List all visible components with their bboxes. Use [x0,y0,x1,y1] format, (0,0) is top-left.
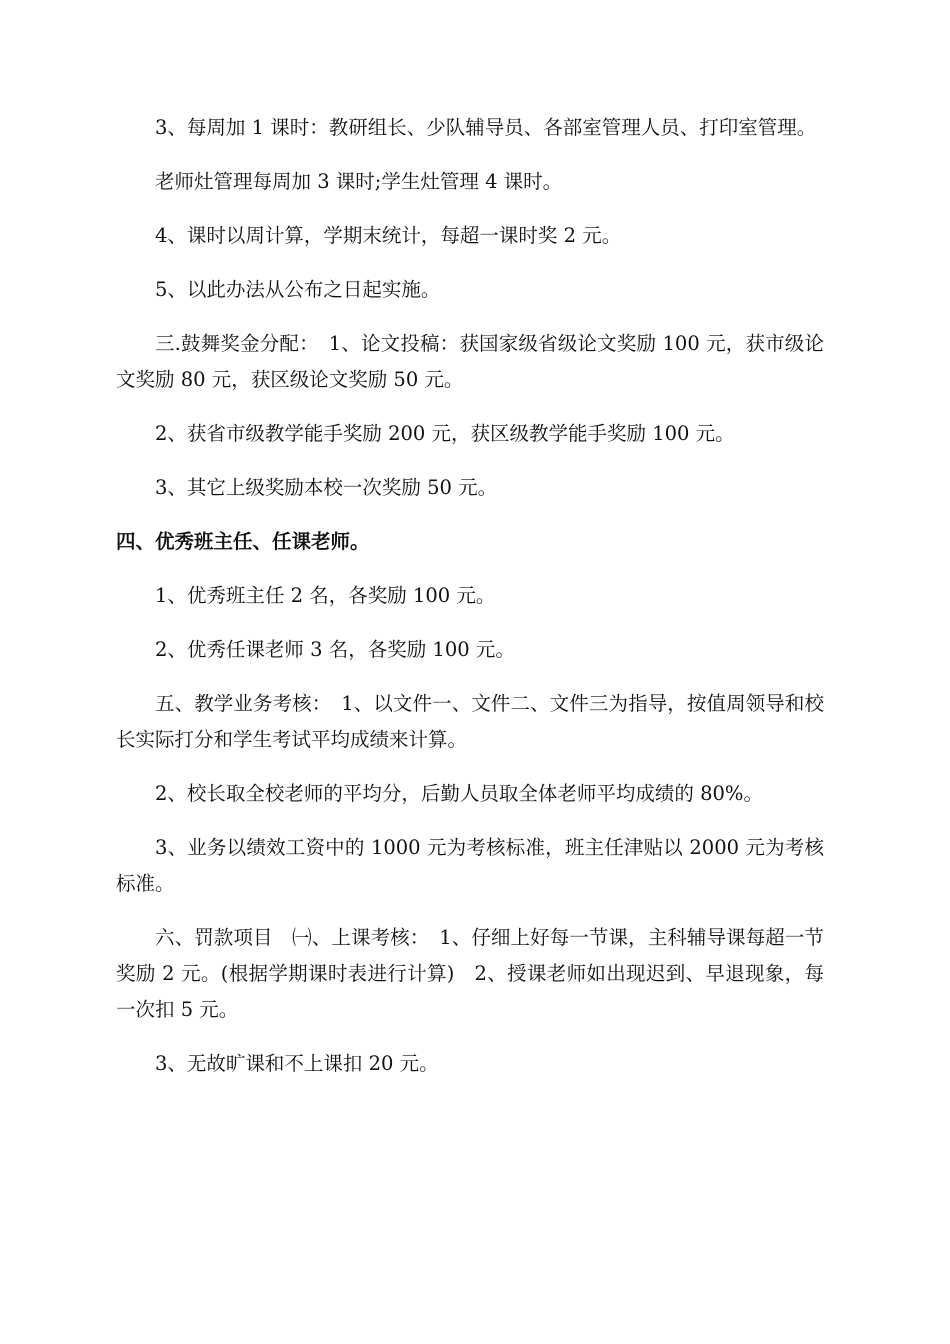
paragraph-excellent-head-teacher: 1、优秀班主任 2 名，各奖励 100 元。 [155,584,496,607]
paragraph-hour-calculation: 4、课时以周计算，学期末统计，每超一课时奖 2 元。 [155,224,622,247]
paragraph-assessment-standard: 3、业务以绩效工资中的 1000 元为考核标准，班主任津贴以 2000 元为考核标准。 [116,836,824,895]
paragraph-principal-score: 2、校长取全校老师的平均分，后勤人员取全体老师平均成绩的 80%。 [155,782,763,805]
paragraph-effective-date: 5、以此办法从公布之日起实施。 [155,278,441,301]
paragraph-absence-penalty: 3、无故旷课和不上课扣 20 元。 [155,1052,439,1075]
paragraph-teaching-expert-award: 2、获省市级教学能手奖励 200 元，获区级教学能手奖励 100 元。 [155,422,735,445]
paragraph-weekly-hours: 3、每周加 1 课时：教研组长、少队辅导员、各部室管理人员、打印室管理。 [155,116,817,139]
paragraph-bonus-allocation: 三.鼓舞奖金分配： 1、论文投稿：获国家级省级论文奖励 100 元，获市级论文奖励 80 元，获区级论文奖励 50 元。 [116,332,824,391]
section-heading-excellent-teachers: 四、优秀班主任、任课老师。 [116,530,370,553]
paragraph-teaching-assessment: 五、教学业务考核： 1、以文件一、文件二、文件三为指导，按值周领导和校长实际打分和学生考试平均成绩来计算。 [116,692,824,751]
document-body [116,110,824,1100]
paragraph-penalty-items: 六、罚款项目 ㈠、上课考核： 1、仔细上好每一节课，主科辅导课每超一节奖励 2 元。(根据学期课时表进行计算) 2、授课老师如出现迟到、早退现象，每一次扣 5 元。 [116,926,824,1021]
paragraph-other-awards: 3、其它上级奖励本校一次奖励 50 元。 [155,476,498,499]
paragraph-excellent-subject-teacher: 2、优秀任课老师 3 名，各奖励 100 元。 [155,638,515,661]
paragraph-canteen-hours: 老师灶管理每周加 3 课时;学生灶管理 4 课时。 [155,170,563,193]
